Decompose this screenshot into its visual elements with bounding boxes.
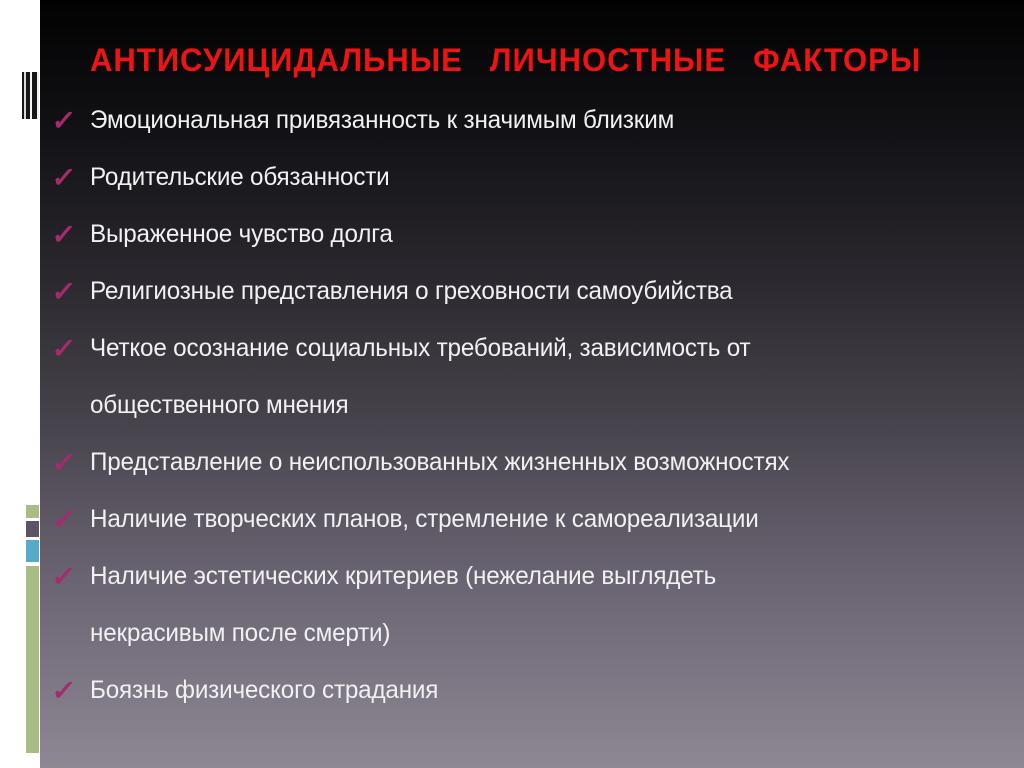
checkmark-icon: ✓ — [50, 162, 78, 193]
checkmark-icon: ✓ — [50, 504, 78, 535]
list-item — [52, 263, 992, 320]
list-item-text: Выраженное чувство долга — [90, 220, 393, 248]
list-item-text: Наличие эстетических критериев (нежелание выглядеть некрасивым после смерти) — [90, 562, 717, 647]
list-item — [52, 491, 992, 548]
list-item-text: Боязнь физического страдания — [90, 676, 439, 704]
slate-square-decoration — [26, 521, 39, 537]
list-item-text: Эмоциональная привязанность к значимым близким — [90, 106, 675, 134]
list-item — [52, 662, 992, 719]
list-item — [52, 434, 992, 491]
list-item — [52, 320, 992, 434]
barcode-icon — [22, 72, 39, 119]
slide-title: АНТИСУИЦИДАЛЬНЫЕ ЛИЧНОСТНЫЕ ФАКТОРЫ — [90, 42, 922, 78]
checkmark-icon: ✓ — [50, 276, 78, 307]
list-item-text: Религиозные представления о греховности самоубийства — [90, 277, 733, 305]
slide-surface — [40, 0, 1024, 768]
list-item — [52, 206, 992, 263]
checkmark-icon: ✓ — [50, 447, 78, 478]
list-item-text: Родительские обязанности — [90, 163, 390, 191]
list-item-text: Представление о неиспользованных жизненных возможностях — [90, 448, 790, 476]
list-item — [52, 149, 992, 206]
checkmark-icon: ✓ — [50, 219, 78, 250]
checkmark-icon: ✓ — [50, 333, 78, 364]
green-square-decoration — [26, 505, 39, 518]
checkmark-icon: ✓ — [50, 561, 78, 592]
factors-list — [52, 92, 992, 719]
list-item — [52, 548, 992, 662]
green-bar-decoration — [26, 566, 39, 753]
blue-square-decoration — [26, 540, 39, 562]
list-item — [52, 92, 992, 149]
checkmark-icon: ✓ — [50, 675, 78, 706]
checkmark-icon: ✓ — [50, 105, 78, 136]
list-item-text: Наличие творческих планов, стремление к самореализации — [90, 505, 759, 533]
list-item-text: Четкое осознание социальных требований, зависимость от общественного мнения — [90, 334, 751, 419]
